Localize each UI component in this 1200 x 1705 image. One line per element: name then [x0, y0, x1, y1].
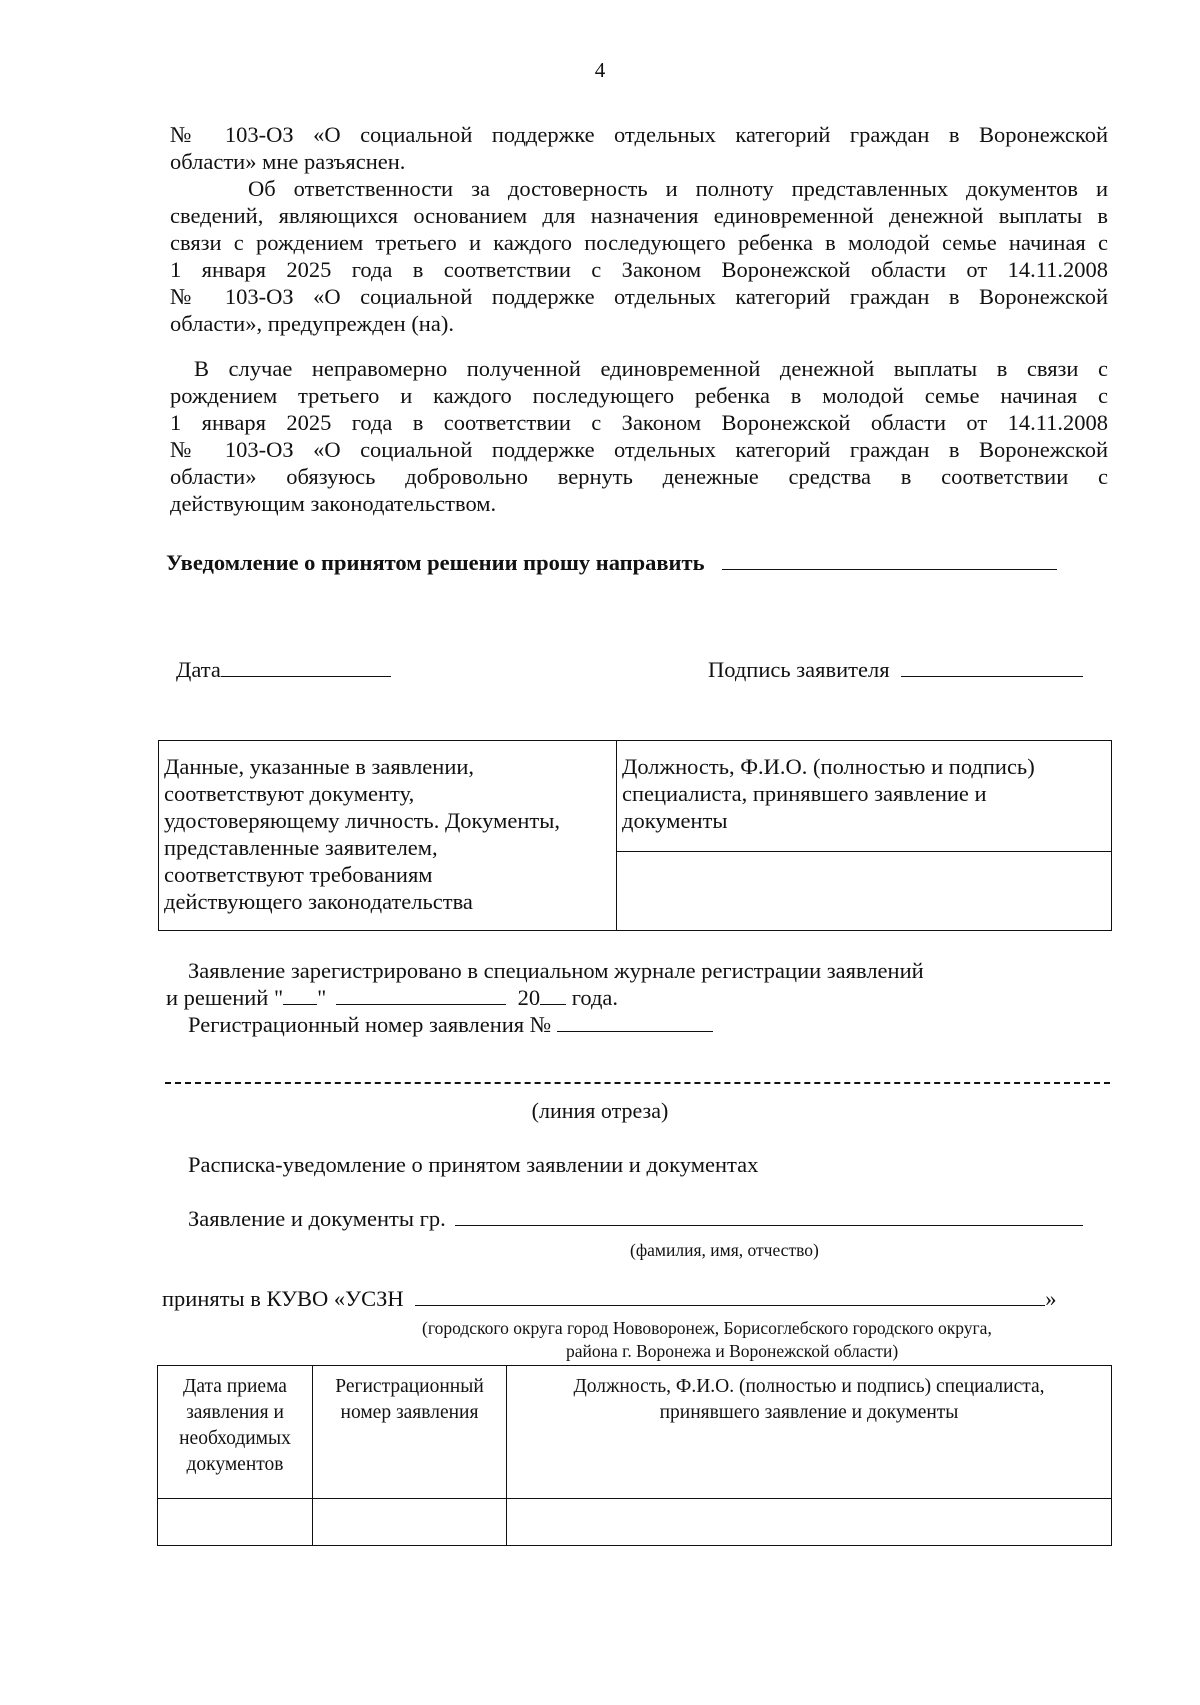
text-line: 1 января 2025 года в соответствии с Законом Воронежской области от 14.11.2008	[170, 257, 1108, 282]
date-received-cell[interactable]	[158, 1499, 313, 1546]
text-line: Должность, Ф.И.О. (полностью и подпись)	[622, 754, 1035, 779]
text-line: Должность, Ф.И.О. (полностью и подпись) специалиста,	[573, 1376, 1045, 1397]
signature-field[interactable]	[901, 656, 1083, 677]
text-line: связи с рождением третьего и каждого последующего ребенка в молодой семье начиная с	[170, 230, 1108, 255]
paragraph-law-explained	[170, 121, 1108, 175]
accepted-row	[162, 1285, 1057, 1312]
specialist-header-cell	[617, 741, 1112, 852]
reg-number-header	[313, 1366, 507, 1499]
paragraph-responsibility	[170, 175, 1108, 337]
receipt-table	[157, 1365, 1112, 1546]
text-line: Данные, указанные в заявлении,	[164, 754, 475, 779]
reg-number-cell[interactable]	[313, 1499, 507, 1546]
cut-line	[165, 1082, 1110, 1084]
registration-line-3	[166, 1011, 924, 1038]
page-number: 4	[594, 58, 606, 82]
text-line: документы	[622, 808, 728, 833]
date-label: Дата	[176, 657, 221, 682]
district-hint-2: района г. Воронежа и Воронежской области)	[566, 1341, 899, 1361]
registration-line-2	[166, 984, 924, 1011]
text-line: удостоверяющему личность. Документы,	[164, 808, 560, 833]
text-line: действующим законодательством.	[170, 491, 497, 516]
cut-line-label: (линия отреза)	[531, 1098, 669, 1123]
signature-label: Подпись заявителя	[708, 657, 890, 682]
specialist-header	[507, 1366, 1112, 1499]
text-line: 1 января 2025 года в соответствии с Законом Воронежской области от 14.11.2008	[170, 410, 1108, 435]
notice-address-field[interactable]	[722, 549, 1057, 570]
text-part: »	[1045, 1286, 1057, 1311]
registration-day-field[interactable]	[283, 986, 317, 1005]
text-line: рождением третьего и каждого последующего ребенка в молодой семье начиная с	[170, 383, 1108, 408]
date-received-header	[158, 1366, 313, 1499]
date-row	[176, 656, 391, 683]
registration-number-field[interactable]	[557, 1013, 713, 1032]
text-line: № 103-ОЗ «О социальной поддержке отдельных категорий граждан в Воронежской	[170, 284, 1108, 309]
text-line: сведений, являющихся основанием для назначения единовременной денежной выплаты в	[170, 203, 1108, 228]
signature-row	[708, 656, 1083, 683]
text-line: В случае неправомерно полученной единовременной денежной выплаты в связи с	[194, 356, 1108, 381]
registration-year-field[interactable]	[540, 986, 566, 1005]
notice-label: Уведомление о принятом решении прошу направить	[166, 550, 705, 575]
date-field[interactable]	[221, 656, 391, 677]
text-line: номер заявления	[340, 1402, 479, 1423]
receipt-title: Расписка-уведомление о принятом заявлении и документах	[188, 1152, 759, 1177]
text-line: области», предупрежден (на).	[170, 311, 454, 336]
text-line: принявшего заявление и документы	[659, 1402, 959, 1423]
text-line: соответствуют требованиям	[164, 862, 433, 887]
text-part: 20	[517, 985, 541, 1010]
text-part: "	[317, 985, 327, 1010]
department-field[interactable]	[415, 1285, 1045, 1306]
text-line: действующего законодательства	[164, 889, 473, 914]
district-hint-1: (городского округа город Нововоронеж, Борисоглебского городского округа,	[422, 1318, 992, 1338]
registration-month-field[interactable]	[336, 986, 506, 1005]
docs-row	[188, 1205, 1083, 1232]
text-line: заявления и	[186, 1402, 284, 1423]
text-line: области» мне разъяснен.	[170, 149, 406, 174]
fio-hint: (фамилия, имя, отчество)	[630, 1240, 819, 1260]
text-line: Регистрационный	[335, 1376, 484, 1397]
verification-statement-cell	[159, 741, 617, 931]
paragraph-refund	[170, 355, 1108, 517]
text-line: Дата приема	[183, 1376, 287, 1397]
text-line: Об ответственности за достоверность и полноту представленных документов и	[248, 176, 1108, 201]
text-part: и решений "	[166, 985, 284, 1010]
text-line: необходимых	[179, 1428, 291, 1449]
text-line: документов	[186, 1454, 284, 1475]
specialist-cell[interactable]	[507, 1499, 1112, 1546]
text-part: Регистрационный номер заявления №	[188, 1012, 552, 1037]
registration-block	[166, 957, 924, 1038]
text-line: представленные заявителем,	[164, 835, 438, 860]
registration-line-1: Заявление зарегистрировано в специальном журнале регистрации заявлений	[188, 958, 924, 983]
text-line: области» обязуюсь добровольно вернуть денежные средства в соответствии с	[170, 464, 1108, 489]
text-line: № 103-ОЗ «О социальной поддержке отдельных категорий граждан в Воронежской	[170, 437, 1108, 462]
applicant-name-field[interactable]	[455, 1205, 1083, 1226]
text-line: № 103-ОЗ «О социальной поддержке отдельных категорий граждан в Воронежской	[170, 122, 1108, 147]
accepted-label: приняты в КУВО «УСЗН	[162, 1286, 404, 1311]
verification-table	[158, 740, 1112, 931]
specialist-signature-cell[interactable]	[617, 852, 1112, 931]
text-line: специалиста, принявшего заявление и	[622, 781, 987, 806]
docs-label: Заявление и документы гр.	[188, 1206, 446, 1231]
text-line: соответствуют документу,	[164, 781, 415, 806]
notice-row	[166, 549, 1057, 576]
text-part: года.	[571, 985, 619, 1010]
